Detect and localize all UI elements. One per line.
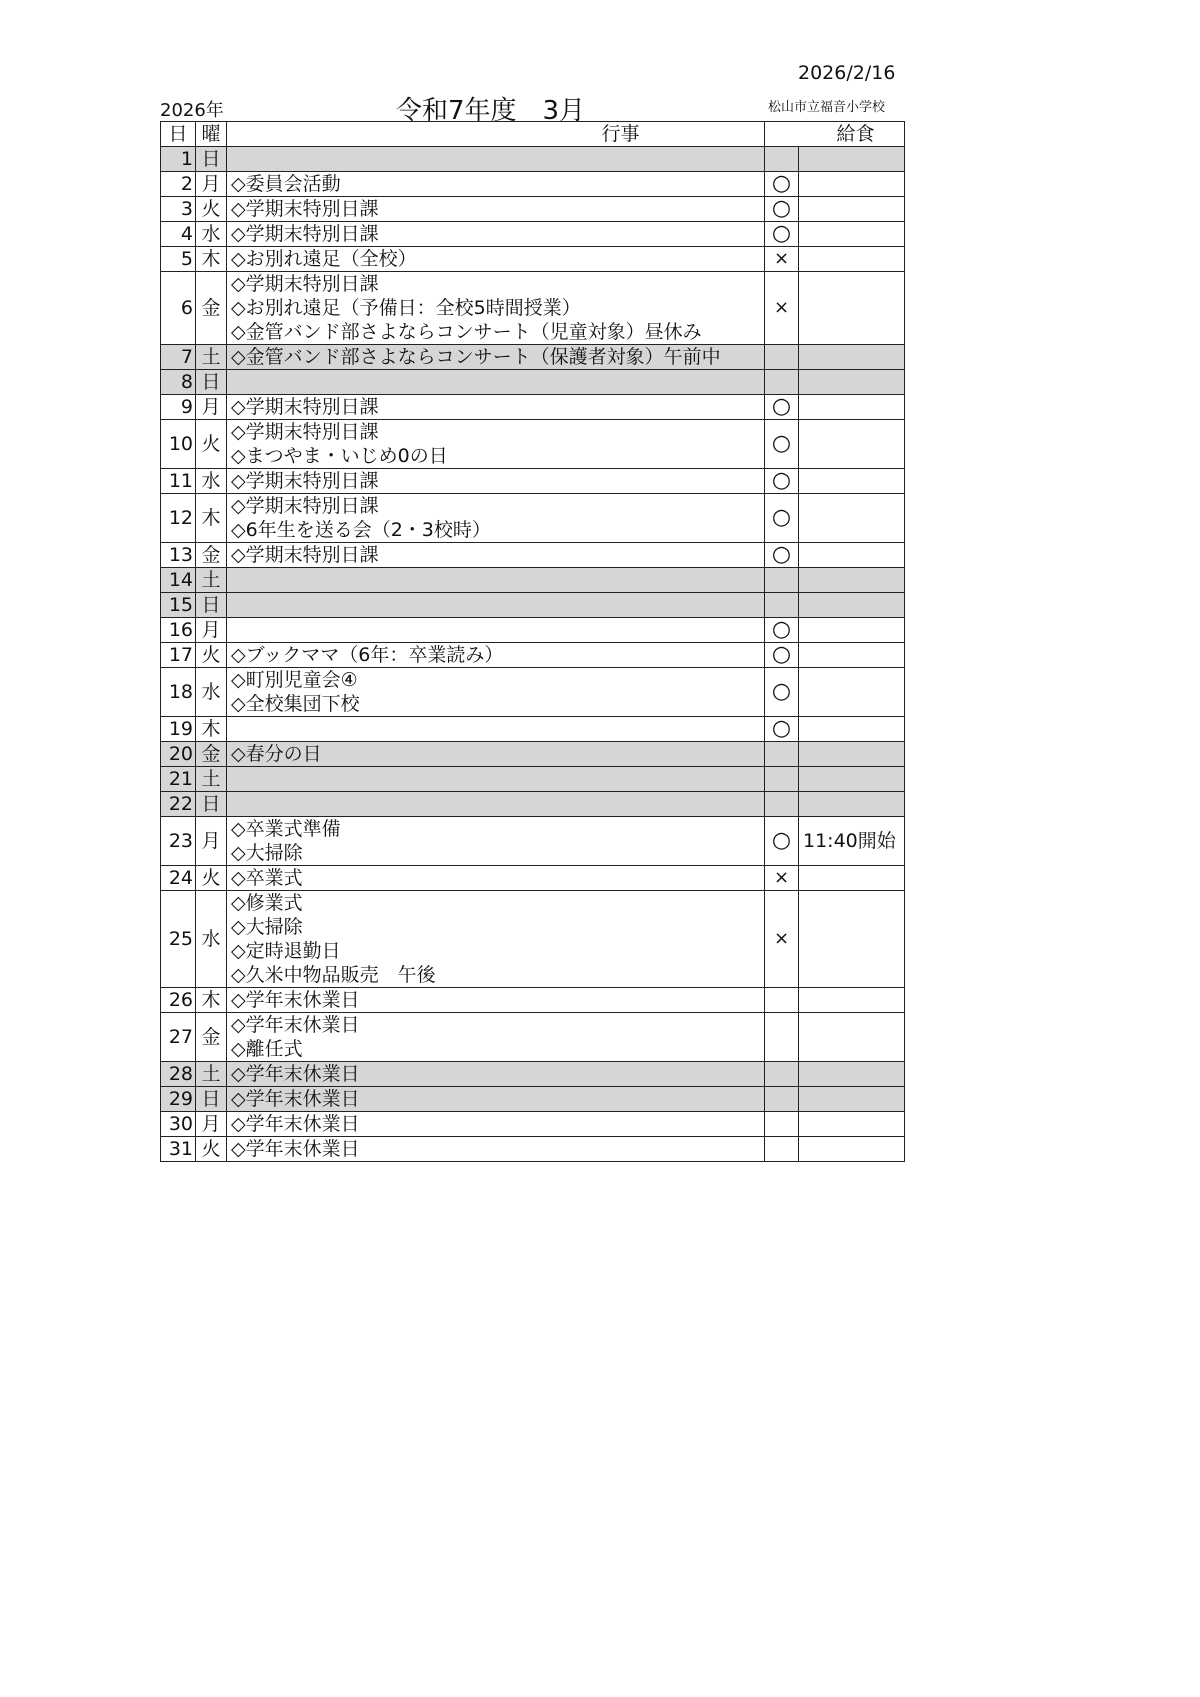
row-events: [227, 147, 765, 172]
table-row: [161, 543, 905, 568]
event-line: ◇大掃除: [231, 916, 303, 938]
row-events: [227, 370, 765, 395]
row-lunch-note: [799, 717, 905, 742]
row-events: [227, 172, 765, 197]
row-lunch-note: [799, 1062, 905, 1087]
row-day: 9: [161, 395, 196, 420]
row-lunch-mark: ○: [765, 222, 799, 247]
event-line: ◇6年生を送る会（2・3校時）: [231, 519, 491, 541]
event-line: ◇ブックママ（6年：卒業読み）: [231, 644, 504, 666]
row-events: [227, 1062, 765, 1087]
row-lunch-note: [799, 866, 905, 891]
event-line: ◇まつやま・いじめ0の日: [231, 445, 448, 467]
row-events: [227, 1137, 765, 1162]
row-lunch-mark: [765, 370, 799, 395]
table-row: [161, 345, 905, 370]
row-lunch-mark: [765, 568, 799, 593]
row-lunch-note: [799, 469, 905, 494]
table-row: [161, 370, 905, 395]
schedule-table: [160, 121, 905, 1162]
row-day: 6: [161, 272, 196, 345]
row-lunch-mark: ○: [765, 469, 799, 494]
row-events: [227, 742, 765, 767]
event-line: ◇学期末特別日課: [231, 223, 379, 245]
row-lunch-mark: ○: [765, 668, 799, 717]
row-weekday: 水: [196, 222, 227, 247]
event-line: ◇卒業式準備: [231, 818, 341, 840]
row-lunch-mark: ○: [765, 817, 799, 866]
row-lunch-mark: ○: [765, 717, 799, 742]
row-day: 17: [161, 643, 196, 668]
table-row: [161, 568, 905, 593]
row-day: 11: [161, 469, 196, 494]
row-weekday: 水: [196, 668, 227, 717]
event-line: ◇離任式: [231, 1038, 303, 1060]
row-weekday: 土: [196, 345, 227, 370]
event-line: ◇学年末休業日: [231, 1014, 360, 1036]
row-weekday: 金: [196, 543, 227, 568]
row-weekday: 月: [196, 1112, 227, 1137]
event-line: ◇久米中物品販売 午後: [231, 964, 436, 986]
row-lunch-mark: ○: [765, 494, 799, 543]
row-day: 20: [161, 742, 196, 767]
row-lunch-mark: ○: [765, 420, 799, 469]
row-lunch-note: [799, 222, 905, 247]
row-events: [227, 197, 765, 222]
table-row: [161, 668, 905, 717]
row-lunch-note: [799, 1112, 905, 1137]
row-day: 21: [161, 767, 196, 792]
row-weekday: 日: [196, 792, 227, 817]
row-events: [227, 866, 765, 891]
event-line: ◇全校集団下校: [231, 693, 360, 715]
row-lunch-mark: ×: [765, 891, 799, 988]
row-lunch-note: [799, 593, 905, 618]
row-events: [227, 1087, 765, 1112]
row-day: 28: [161, 1062, 196, 1087]
row-day: 5: [161, 247, 196, 272]
row-weekday: 木: [196, 247, 227, 272]
table-body: [161, 147, 905, 1162]
row-lunch-mark: [765, 988, 799, 1013]
row-lunch-note: [799, 494, 905, 543]
row-lunch-mark: [765, 792, 799, 817]
row-weekday: 水: [196, 469, 227, 494]
year-label: 2026年: [160, 100, 224, 121]
table-row: [161, 717, 905, 742]
row-day: 7: [161, 345, 196, 370]
row-lunch-note: [799, 345, 905, 370]
table-row: [161, 891, 905, 988]
table-row: [161, 866, 905, 891]
row-day: 24: [161, 866, 196, 891]
row-events: [227, 988, 765, 1013]
row-day: 18: [161, 668, 196, 717]
table-row: [161, 172, 905, 197]
table-row: [161, 792, 905, 817]
row-events: [227, 247, 765, 272]
table-row: [161, 742, 905, 767]
table-row: [161, 1013, 905, 1062]
row-lunch-mark: ○: [765, 395, 799, 420]
event-line: ◇学年末休業日: [231, 1113, 360, 1135]
row-day: 12: [161, 494, 196, 543]
row-lunch-mark: [765, 1013, 799, 1062]
event-line: ◇学年末休業日: [231, 1063, 360, 1085]
event-line: ◇委員会活動: [231, 173, 341, 195]
row-events: [227, 1112, 765, 1137]
row-lunch-note: [799, 668, 905, 717]
event-line: ◇金管バンド部さよならコンサート（保護者対象）午前中: [231, 346, 721, 368]
table-row: [161, 1087, 905, 1112]
row-weekday: 日: [196, 370, 227, 395]
row-lunch-mark: ×: [765, 866, 799, 891]
row-lunch-mark: ○: [765, 197, 799, 222]
row-lunch-note: [799, 395, 905, 420]
table-row: [161, 247, 905, 272]
event-line: ◇金管バンド部さよならコンサート（児童対象）昼休み: [231, 321, 702, 343]
table-header: [161, 122, 905, 147]
row-weekday: 金: [196, 272, 227, 345]
row-lunch-mark: [765, 345, 799, 370]
event-line: ◇お別れ遠足（全校）: [231, 248, 417, 270]
row-lunch-note: [799, 172, 905, 197]
table-row: [161, 988, 905, 1013]
row-weekday: 月: [196, 817, 227, 866]
row-lunch-note: [799, 618, 905, 643]
header-lunch: 給食: [765, 122, 905, 147]
row-events: [227, 891, 765, 988]
row-events: [227, 543, 765, 568]
table-row: [161, 767, 905, 792]
row-lunch-mark: ○: [765, 543, 799, 568]
row-events: [227, 817, 765, 866]
table-row: [161, 618, 905, 643]
row-events: [227, 1013, 765, 1062]
row-lunch-mark: [765, 1137, 799, 1162]
row-weekday: 火: [196, 1137, 227, 1162]
event-line: ◇卒業式: [231, 867, 303, 889]
row-lunch-mark: [765, 1112, 799, 1137]
row-weekday: 火: [196, 643, 227, 668]
row-lunch-note: [799, 643, 905, 668]
event-line: ◇学年末休業日: [231, 989, 360, 1011]
row-weekday: 火: [196, 420, 227, 469]
row-weekday: 日: [196, 1087, 227, 1112]
row-lunch-mark: [765, 767, 799, 792]
row-day: 23: [161, 817, 196, 866]
page-title: 令和7年度 3月: [396, 96, 586, 126]
row-lunch-mark: ○: [765, 618, 799, 643]
event-line: ◇お別れ遠足（予備日：全校5時間授業）: [231, 297, 581, 319]
row-lunch-note: [799, 1137, 905, 1162]
table-row: [161, 593, 905, 618]
table-row: [161, 222, 905, 247]
event-line: ◇学期末特別日課: [231, 470, 379, 492]
row-events: [227, 272, 765, 345]
header-events: 行事: [227, 122, 765, 147]
row-weekday: 日: [196, 593, 227, 618]
row-lunch-note: [799, 420, 905, 469]
table-row: [161, 272, 905, 345]
row-events: [227, 345, 765, 370]
row-events: [227, 395, 765, 420]
row-weekday: 土: [196, 767, 227, 792]
row-day: 22: [161, 792, 196, 817]
row-weekday: 月: [196, 395, 227, 420]
table-row: [161, 643, 905, 668]
row-lunch-mark: [765, 593, 799, 618]
row-day: 4: [161, 222, 196, 247]
event-line: ◇学期末特別日課: [231, 495, 379, 517]
row-lunch-note: [799, 742, 905, 767]
table-row: [161, 147, 905, 172]
row-day: 3: [161, 197, 196, 222]
event-line: ◇学期末特別日課: [231, 273, 379, 295]
row-lunch-note: [799, 1013, 905, 1062]
event-line: ◇町別児童会④: [231, 669, 358, 691]
row-lunch-mark: [765, 742, 799, 767]
row-day: 25: [161, 891, 196, 988]
row-weekday: 金: [196, 742, 227, 767]
row-weekday: 木: [196, 494, 227, 543]
row-lunch-note: [799, 568, 905, 593]
table-row: [161, 1062, 905, 1087]
row-events: [227, 767, 765, 792]
row-lunch-note: [799, 543, 905, 568]
row-lunch-note: [799, 247, 905, 272]
header-weekday: 曜: [196, 122, 227, 147]
row-lunch-note: [799, 1087, 905, 1112]
row-events: [227, 568, 765, 593]
printed-date: 2026/2/16: [798, 62, 896, 84]
row-weekday: 火: [196, 866, 227, 891]
table-row: [161, 469, 905, 494]
row-events: [227, 593, 765, 618]
row-day: 30: [161, 1112, 196, 1137]
event-line: ◇学年末休業日: [231, 1088, 360, 1110]
table-row: [161, 197, 905, 222]
row-weekday: 木: [196, 717, 227, 742]
row-day: 1: [161, 147, 196, 172]
event-line: ◇定時退勤日: [231, 940, 341, 962]
row-weekday: 月: [196, 618, 227, 643]
row-events: [227, 494, 765, 543]
event-line: ◇学期末特別日課: [231, 421, 379, 443]
table-row: [161, 817, 905, 866]
row-day: 14: [161, 568, 196, 593]
row-lunch-mark: [765, 147, 799, 172]
row-weekday: 日: [196, 147, 227, 172]
row-day: 27: [161, 1013, 196, 1062]
header-day: 日: [161, 122, 196, 147]
row-day: 2: [161, 172, 196, 197]
table-row: [161, 1137, 905, 1162]
table-row: [161, 494, 905, 543]
row-lunch-mark: [765, 1087, 799, 1112]
event-line: ◇学期末特別日課: [231, 198, 379, 220]
row-lunch-note: [799, 792, 905, 817]
row-day: 26: [161, 988, 196, 1013]
row-lunch-note: [799, 272, 905, 345]
row-lunch-mark: ○: [765, 643, 799, 668]
row-lunch-note: [799, 197, 905, 222]
row-lunch-note: [799, 370, 905, 395]
event-line: ◇大掃除: [231, 842, 303, 864]
row-events: [227, 469, 765, 494]
row-lunch-note: [799, 147, 905, 172]
row-events: [227, 792, 765, 817]
row-day: 8: [161, 370, 196, 395]
row-lunch-note: 11:40開始: [799, 817, 905, 866]
row-lunch-mark: ×: [765, 272, 799, 345]
row-weekday: 土: [196, 1062, 227, 1087]
row-lunch-note: [799, 988, 905, 1013]
row-weekday: 木: [196, 988, 227, 1013]
event-line: ◇修業式: [231, 892, 303, 914]
row-weekday: 水: [196, 891, 227, 988]
row-events: [227, 668, 765, 717]
row-day: 31: [161, 1137, 196, 1162]
table-row: [161, 1112, 905, 1137]
row-events: [227, 618, 765, 643]
school-name: 松山市立福音小学校: [768, 100, 886, 115]
event-line: ◇学期末特別日課: [231, 544, 379, 566]
event-line: ◇学期末特別日課: [231, 396, 379, 418]
row-lunch-mark: ×: [765, 247, 799, 272]
row-day: 13: [161, 543, 196, 568]
event-line: ◇学年末休業日: [231, 1138, 360, 1160]
row-events: [227, 643, 765, 668]
row-events: [227, 420, 765, 469]
row-day: 29: [161, 1087, 196, 1112]
table-row: [161, 395, 905, 420]
row-events: [227, 717, 765, 742]
row-weekday: 金: [196, 1013, 227, 1062]
row-lunch-mark: ○: [765, 172, 799, 197]
row-weekday: 火: [196, 197, 227, 222]
row-events: [227, 222, 765, 247]
row-weekday: 土: [196, 568, 227, 593]
row-weekday: 月: [196, 172, 227, 197]
row-lunch-mark: [765, 1062, 799, 1087]
row-lunch-note: [799, 891, 905, 988]
row-day: 16: [161, 618, 196, 643]
table-row: [161, 420, 905, 469]
row-day: 10: [161, 420, 196, 469]
row-lunch-note: [799, 767, 905, 792]
row-day: 19: [161, 717, 196, 742]
row-day: 15: [161, 593, 196, 618]
event-line: ◇春分の日: [231, 743, 322, 765]
